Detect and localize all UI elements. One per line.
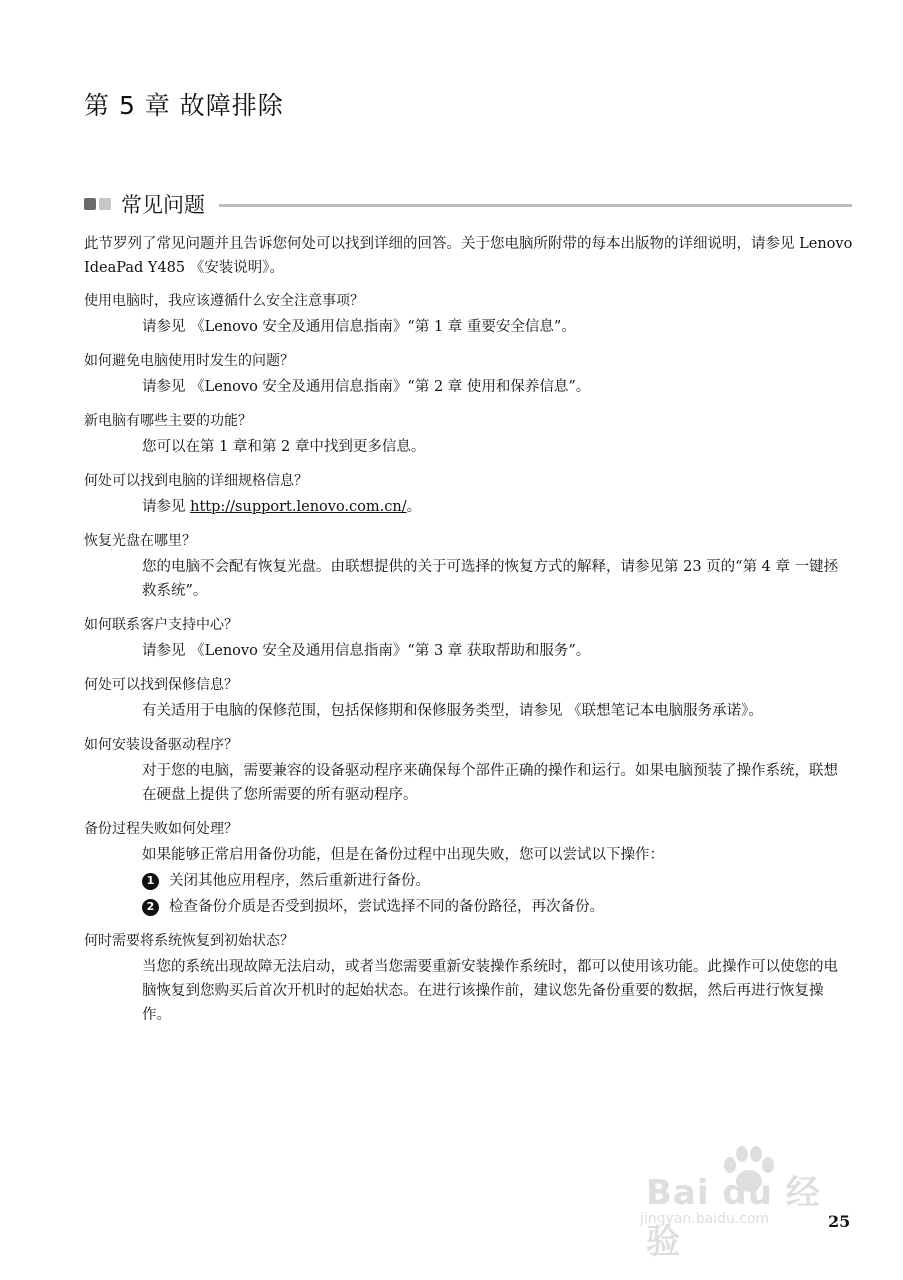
section-marker-dark-icon <box>84 198 96 210</box>
faq-answer: 请参见 《Lenovo 安全及通用信息指南》“第 1 章 重要安全信息”。 <box>142 319 576 335</box>
faq-answer: 您可以在第 1 章和第 2 章中找到更多信息。 <box>142 439 426 455</box>
faq-answer: 有关适用于电脑的保修范围，包括保修期和保修服务类型，请参见 《联想笔记本电脑服务承诺》。 <box>142 703 763 719</box>
faq-list <box>84 290 852 1038</box>
step-text: 关闭其他应用程序，然后重新进行备份。 <box>169 873 430 889</box>
step-text: 检查备份介质是否受到损坏，尝试选择不同的备份路径，再次备份。 <box>169 899 604 915</box>
faq-answer: 当您的系统出现故障无法启动，或者当您需要重新安装操作系统时，都可以使用该功能。此操作可以使您的电脑恢复到您购买后首次开机时的起始状态。在进行该操作前，建议您先备份重要的数据，然后再进行恢复操作。 <box>142 959 838 1023</box>
faq-question: 何处可以找到电脑的详细规格信息？ <box>84 473 308 489</box>
section-divider <box>219 204 852 207</box>
faq-item <box>84 470 852 519</box>
faq-question: 备份过程失败如何处理？ <box>84 821 238 837</box>
support-link[interactable]: http://support.lenovo.com.cn/ <box>190 499 407 515</box>
faq-question: 使用电脑时，我应该遵循什么安全注意事项？ <box>84 293 364 309</box>
chapter-title: 第 5 章 故障排除 <box>84 91 284 120</box>
section-marker-light-icon <box>99 198 111 210</box>
step-item <box>142 895 852 919</box>
faq-answer <box>142 495 852 519</box>
faq-item <box>84 290 852 339</box>
faq-item <box>84 530 852 603</box>
faq-item <box>84 930 852 1027</box>
faq-question: 新电脑有哪些主要的功能？ <box>84 413 252 429</box>
faq-item <box>84 734 852 807</box>
faq-item <box>84 818 852 919</box>
faq-answer: 请参见 《Lenovo 安全及通用信息指南》“第 3 章 获取帮助和服务”。 <box>142 643 591 659</box>
faq-answer: 请参见 《Lenovo 安全及通用信息指南》“第 2 章 使用和保养信息”。 <box>142 379 591 395</box>
faq-item <box>84 350 852 399</box>
faq-question: 如何避免电脑使用时发生的问题？ <box>84 353 294 369</box>
intro-paragraph: 此节罗列了常见问题并且告诉您何处可以找到详细的回答。关于您电脑所附带的每本出版物的详细说明，请参见 Lenovo IdeaPad Y485 《安装说明》。 <box>84 236 853 276</box>
section-header <box>84 188 852 220</box>
faq-item <box>84 410 852 459</box>
faq-item <box>84 614 852 663</box>
baidu-watermark <box>640 1145 850 1262</box>
page-number: 25 <box>828 1212 851 1231</box>
faq-question: 何处可以找到保修信息？ <box>84 677 238 693</box>
faq-item <box>84 674 852 723</box>
faq-answer: 如果能够正常启用备份功能，但是在备份过程中出现失败，您可以尝试以下操作： <box>142 847 664 863</box>
step-item <box>142 869 852 893</box>
watermark-url: jingyan.baidu.com <box>640 1211 770 1227</box>
faq-answer: 您的电脑不会配有恢复光盘。由联想提供的关于可选择的恢复方式的解释，请参见第 23 页的“第 4 章 一键拯救系统”。 <box>142 559 839 599</box>
answer-prefix: 请参见 <box>142 499 191 515</box>
answer-suffix: 。 <box>406 499 422 515</box>
faq-question: 如何联系客户支持中心？ <box>84 617 238 633</box>
faq-question: 恢复光盘在哪里？ <box>84 533 196 549</box>
faq-answer: 对于您的电脑，需要兼容的设备驱动程序来确保每个部件正确的操作和运行。如果电脑预装了操作系统，联想在硬盘上提供了您所需要的所有驱动程序。 <box>142 763 838 803</box>
section-title: 常见问题 <box>121 193 205 217</box>
step-number-icon: 2 <box>142 899 159 916</box>
faq-question: 何时需要将系统恢复到初始状态？ <box>84 933 294 949</box>
watermark-logo: Bai du 经验 <box>646 1173 821 1262</box>
step-number-icon: 1 <box>142 873 159 890</box>
faq-question: 如何安装设备驱动程序？ <box>84 737 238 753</box>
